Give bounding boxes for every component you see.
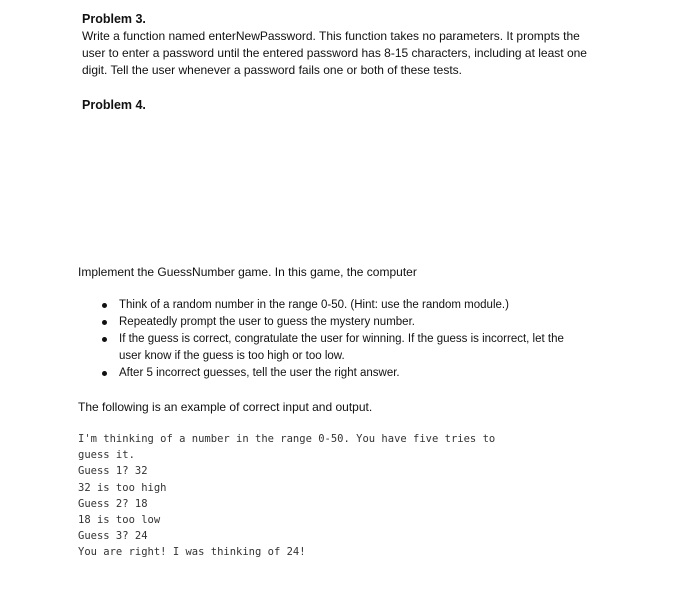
output-line: Guess 3? 24	[78, 530, 148, 543]
problem4-title: Problem 4.	[82, 98, 146, 112]
list-item	[99, 297, 639, 314]
problem3-description	[82, 28, 662, 79]
example-output	[78, 431, 638, 561]
bullet-icon	[102, 337, 107, 342]
list-item-text: If the guess is correct, congratulate the user for winning. If the guess is incorrect, let the	[119, 333, 564, 345]
output-line: guess it.	[78, 449, 135, 462]
list-item-text: After 5 incorrect guesses, tell the user the right answer.	[119, 367, 400, 379]
output-line: 32 is too high	[78, 481, 167, 494]
problem3-line: user to enter a password until the entered password has 8-15 characters, including at least one	[82, 46, 587, 60]
output-line: You are right! I was thinking of 24!	[78, 546, 306, 559]
requirements-list	[99, 297, 639, 382]
example-intro: The following is an example of correct input and output.	[78, 400, 373, 414]
bullet-icon	[102, 320, 107, 325]
list-item-text: user know if the guess is too high or too low.	[119, 350, 345, 362]
output-line: Guess 2? 18	[78, 497, 148, 510]
output-line: I'm thinking of a number in the range 0-50. You have five tries to	[78, 433, 496, 445]
problem3-title: Problem 3.	[82, 12, 146, 26]
list-item-text: Repeatedly prompt the user to guess the mystery number.	[119, 316, 415, 328]
bullet-icon	[102, 371, 107, 376]
problem3-line: Write a function named enterNewPassword. This function takes no parameters. It prompts the	[82, 29, 580, 43]
problem3-line: digit. Tell the user whenever a password fails one or both of these tests.	[82, 63, 462, 77]
list-item-text: Think of a random number in the range 0-50. (Hint: use the random module.)	[119, 299, 509, 311]
list-item	[99, 365, 639, 382]
list-item	[99, 331, 639, 365]
problem4-intro: Implement the GuessNumber game. In this game, the computer	[78, 265, 417, 279]
list-item	[99, 314, 639, 331]
bullet-icon	[102, 303, 107, 308]
output-line: Guess 1? 32	[78, 465, 148, 478]
output-line: 18 is too low	[78, 514, 161, 527]
